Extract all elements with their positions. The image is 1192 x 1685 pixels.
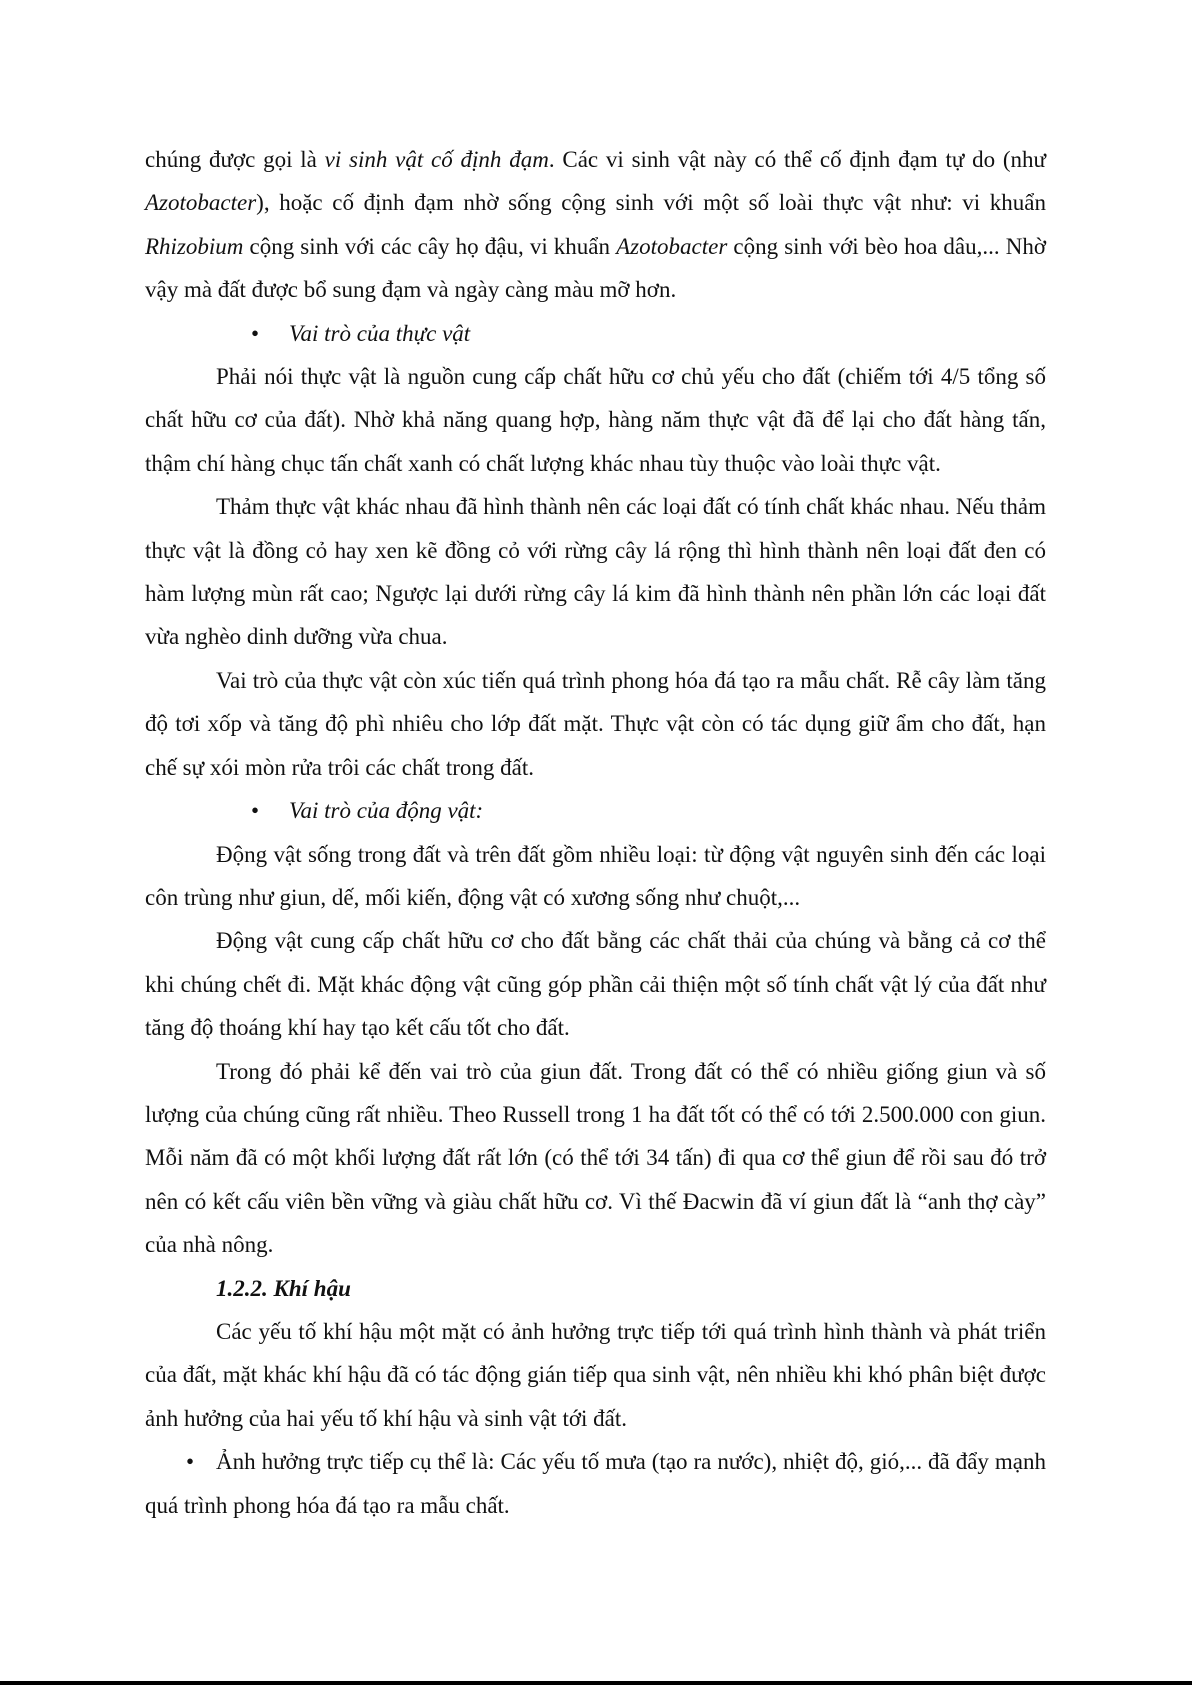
italic-term: vi sinh vật cố định đạm: [324, 147, 549, 172]
text-run: cộng sinh với bèo hoa dâu,... Nhờ vậy mà đất được bổ sung đạm và ngày càng màu mỡ hơn.: [145, 233, 1047, 303]
section-heading-climate: 1.2.2. Khí hậu: [216, 1275, 351, 1301]
subheading-text: Vai trò của động vật:: [289, 798, 484, 824]
text-run: . Các vi sinh vật này có thể cố định đạm tự do (như: [548, 147, 1047, 172]
paragraph-plants-organic-matter: Phải nói thực vật là nguồn cung cấp chất hữu cơ chủ yếu cho đất (chiếm tới 4/5 tổng số chất hữu cơ của đất). Nhờ khả năng quang hợp, hàng năm thực vật đã để lại cho đất hàng tấn, thậm chí hàng chục tấn chất xanh có chất lượng khác nhau tùy thuộc vào loài thực vật.: [145, 364, 1046, 476]
bullet-direct-influence: [145, 1440, 1046, 1527]
subheading-plants: [145, 312, 1046, 355]
paragraph-nitrogen-fixing: [145, 138, 1046, 312]
paragraph-climate-factors: Các yếu tố khí hậu một mặt có ảnh hưởng trực tiếp tới quá trình hình thành và phát triển của đất, mặt khác khí hậu đã có tác động gián tiếp qua sinh vật, nên nhiều khi khó phân biệt được ảnh hưởng của hai yếu tố khí hậu và sinh vật tới đất.: [145, 1318, 1046, 1431]
text-run: chúng được gọi là: [145, 147, 325, 172]
bottom-border: [0, 1681, 1192, 1685]
bullet-icon: •: [186, 1449, 195, 1475]
text-run: ), hoặc cố định đạm nhờ sống cộng sinh với một số loài thực vật như: vi khuẩn: [256, 190, 1046, 216]
paragraph-animal-types: Động vật sống trong đất và trên đất gồm nhiều loại: từ động vật nguyên sinh đến các loại côn trùng như giun, dế, mối kiến, động vật có xương sống như chuột,...: [145, 841, 1046, 910]
italic-term: Rhizobium: [145, 233, 244, 259]
italic-term: Azotobacter: [616, 233, 728, 259]
subheading-text: Vai trò của thực vật: [289, 320, 471, 346]
paragraph-vegetation-types: Thảm thực vật khác nhau đã hình thành nên các loại đất có tính chất khác nhau. Nếu thảm thực vật là đồng cỏ hay xen kẽ đồng cỏ với rừng cây lá rộng thì hình thành nên loại đất đen có hàm lượng mùn rất cao; Ngược lại dưới rừng cây lá kim đã hình thành nên phần lớn các loại đất vừa nghèo dinh dưỡng vừa chua.: [145, 494, 1046, 650]
italic-term: Azotobacter: [145, 190, 257, 216]
paragraph-animal-organic-matter: Động vật cung cấp chất hữu cơ cho đất bằng các chất thải của chúng và bằng cả cơ thể khi chúng chết đi. Mặt khác động vật cũng góp phần cải thiện một số tính chất vật lý của đất như tăng độ thoáng khí hay tạo kết cấu tốt cho đất.: [145, 928, 1046, 1041]
bullet-icon: •: [251, 798, 260, 824]
text-run: cộng sinh với các cây họ đậu, vi khuẩn: [243, 233, 617, 259]
bullet-icon: •: [251, 320, 260, 346]
bullet-text: Ảnh hưởng trực tiếp cụ thể là: Các yếu tố mưa (tạo ra nước), nhiệt độ, gió,... đã đẩy mạnh quá trình phong hóa đá tạo ra mẫu chất.: [145, 1449, 1046, 1518]
subheading-animals: [145, 789, 1046, 832]
document-page: [145, 138, 1046, 1527]
paragraph-plants-weathering: Vai trò của thực vật còn xúc tiến quá trình phong hóa đá tạo ra mẫu chất. Rễ cây làm tăng độ tơi xốp và tăng độ phì nhiêu cho lớp đất mặt. Thực vật còn có tác dụng giữ ẩm cho đất, hạn chế sự xói mòn rửa trôi các chất trong đất.: [145, 667, 1046, 780]
paragraph-earthworms: Trong đó phải kể đến vai trò của giun đất. Trong đất có thể có nhiều giống giun và số lượng của chúng cũng rất nhiều. Theo Russell trong 1 ha đất tốt có thể có tới 2.500.000 con giun. Mỗi năm đã có một khối lượng đất rất lớn (có thể tới 34 tấn) đi qua cơ thể giun để rồi sau đó trở nên có kết cấu viên bền vững và giàu chất hữu cơ. Vì thế Đacwin đã ví giun đất là “anh thợ cày” của nhà nông.: [145, 1058, 1046, 1258]
